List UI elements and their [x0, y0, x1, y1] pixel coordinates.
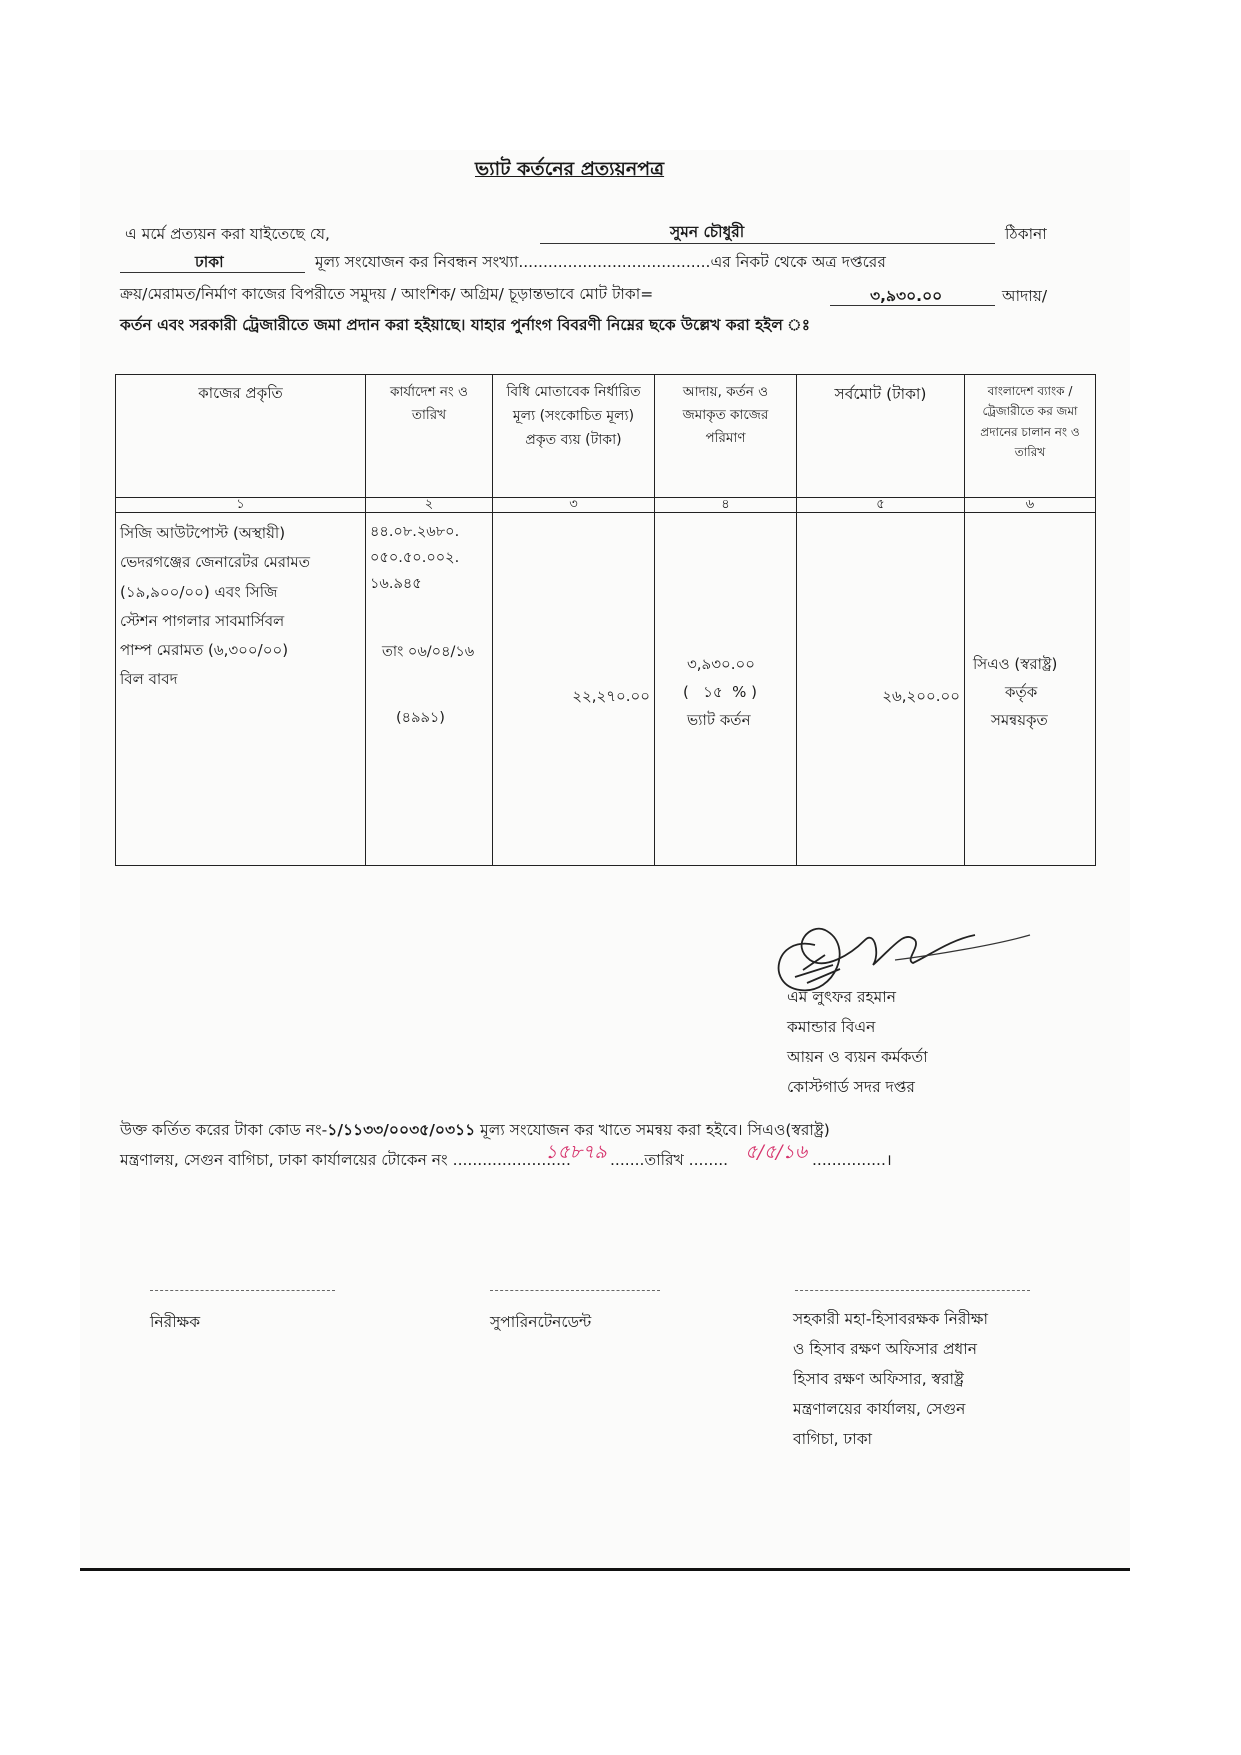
cell-vat	[655, 513, 797, 866]
col-num-2: ২	[366, 498, 493, 513]
col-num-4: ৪	[655, 498, 797, 513]
signatory-name: এম লুৎফর রহমান	[787, 988, 896, 1006]
work-line-3: (১৯,৯০০/০০) এবং সিজি	[120, 582, 278, 601]
officer-line-4: মন্ত্রণালয়ের কার্যালয়, সেগুন	[793, 1400, 966, 1418]
footer-note-line1	[120, 1118, 830, 1144]
order-line-1: ৪৪.০৮.২৬৮০.	[370, 524, 460, 540]
work-line-1: সিজি আউটপোস্ট (অস্থায়ী)	[120, 524, 286, 542]
vat-rate: ( ১৫ % )	[683, 683, 758, 701]
cell-grand-total	[797, 513, 965, 866]
footer-note-suffix: মূল্য সংযোজন কর খাতে সমন্বয় করা হইবে। সিএও(স্বরাষ্ট্র)	[475, 1121, 830, 1139]
footer-note-prefix: উক্ত কর্তিত করের টাকা কোড নং-	[120, 1121, 328, 1139]
work-line-2: ভেদরগঞ্জের জেনারেটর মেরামত	[120, 553, 310, 572]
vendor-name: সুমন চৌধুরী	[670, 223, 745, 241]
officer-line-1: সহকারী মহা-হিসাবরক্ষক নিরীক্ষা	[793, 1310, 988, 1328]
table-row	[116, 513, 1096, 866]
name-underline	[540, 243, 995, 244]
token-number-handwritten: ১৫৮৭৯	[545, 1141, 607, 1163]
table-header-row	[116, 375, 1096, 498]
date-handwritten: ৫/৫/১৬	[745, 1141, 808, 1163]
intro-line3-suffix: আদায়/	[1002, 287, 1048, 305]
token-prefix: মন্ত্রণালয়, সেগুন বাগিচা, ঢাকা কার্যালয়ের টোকেন নং	[120, 1151, 453, 1169]
order-line-2: ০৫০.৫০.০০২.	[370, 550, 460, 567]
header-grand-total: সর্বমোট (টাকা)	[797, 375, 965, 498]
address-label: ঠিকানা	[1005, 225, 1047, 243]
header-collected-amount: আদায়, কর্তন ও জমাকৃত কাজের পরিমাণ	[655, 375, 797, 498]
remarks-line-3: সমন্বয়কৃত	[991, 711, 1048, 729]
address-underline	[120, 272, 305, 273]
vat-amount: ৩,৯৩০.০০	[687, 655, 756, 673]
remarks-line-1: সিএও (স্বরাষ্ট্র)	[973, 655, 1058, 673]
token-dots-a: ........................	[452, 1151, 571, 1169]
signatory-office: কোস্টগার্ড সদর দপ্তর	[787, 1078, 915, 1096]
officer-sign-line	[795, 1290, 1030, 1291]
superintendent-sign-line	[490, 1290, 660, 1291]
document-title: ভ্যাট কর্তনের প্রত্যয়নপত্র	[475, 158, 665, 180]
signatory-rank: কমান্ডার বিএন	[787, 1018, 876, 1036]
officer-line-5: বাগিচা, ঢাকা	[793, 1430, 873, 1448]
vat-table	[115, 374, 1096, 866]
order-line-3: ১৬.৯৪৫	[370, 576, 422, 593]
cell-cost	[493, 513, 655, 866]
column-number-row	[116, 498, 1096, 513]
col-num-6: ৬	[965, 498, 1096, 513]
header-order-no: কার্যাদেশ নং ও তারিখ	[366, 375, 493, 498]
intro-line2: মূল্য সংযোজন কর নিবন্ধন সংখ্যা.......................................এর নিকট থেকে অত্র দপ্তরের	[315, 253, 886, 271]
col-num-1: ১	[116, 498, 366, 513]
cell-remarks	[965, 513, 1096, 866]
intro-line4: কর্তন এবং সরকারী ট্রেজারীতে জমা প্রদান করা হইয়াছে। যাহার পুর্নাংগ বিবরণী নিম্নের ছকে উল্লেখ করা হইল ঃ	[120, 316, 810, 334]
header-treasury-challan: বাংলাদেশ ব্যাংক /ট্রেজারীতে কর জমা প্রদানের চালান নং ও তারিখ	[965, 375, 1096, 498]
officer-line-3: হিসাব রক্ষণ অফিসার, স্বরাষ্ট্র	[793, 1370, 964, 1388]
intro-line3: ক্রয়/মেরামত/নির্মাণ কাজের বিপরীতে সমুদয় / আংশিক/ অগ্রিম/ চূড়ান্তভাবে মোট টাকা=	[120, 285, 654, 303]
grand-total-value: ২৬,২০০.০০	[882, 687, 960, 705]
header-determined-price: বিধি মোতাবেক নির্ধারিত মূল্য (সংকোচিত মূল্য) প্রকৃত ব্যয় (টাকা)	[493, 375, 655, 498]
signatory-role: আয়ন ও ব্যয়ন কর্মকর্তা	[787, 1048, 928, 1066]
remarks-line-2: কর্তৃক	[1005, 683, 1038, 701]
work-line-6: বিল বাবদ	[120, 670, 178, 689]
intro-prefix: এ মর্মে প্রত্যয়ন করা যাইতেছে যে,	[125, 225, 330, 243]
header-work-nature: কাজের প্রকৃতি	[116, 375, 366, 498]
work-line-4: স্টেশন পাগলার সাবমার্সিবল	[120, 611, 285, 630]
total-amount: ৩,৯৩০.০০	[870, 287, 943, 305]
cell-work-description	[116, 513, 366, 866]
address-value: ঢাকা	[195, 253, 224, 271]
inspector-sign-line	[150, 1290, 335, 1291]
vat-label: ভ্যাট কর্তন	[687, 711, 751, 729]
inspector-label: নিরীক্ষক	[150, 1313, 201, 1331]
date-dots: ...............।	[812, 1151, 892, 1169]
col-num-5: ৫	[797, 498, 965, 513]
order-ref: (৪৯৯১)	[396, 710, 445, 727]
page-bottom-rule	[80, 1568, 1130, 1571]
total-underline	[830, 305, 995, 306]
superintendent-label: সুপারিনটেনডেন্ট	[490, 1313, 592, 1331]
footer-note-line2	[120, 1148, 571, 1174]
code-number: ১/১১৩৩/০০৩৫/০৩১১	[327, 1121, 476, 1139]
order-date: তাং ০৬/০৪/১৬	[382, 644, 475, 661]
officer-block	[793, 1304, 988, 1454]
officer-line-2: ও হিসাব রক্ষণ অফিসার প্রধান	[793, 1340, 977, 1358]
cost-value: ২২,২৭০.০০	[572, 687, 650, 705]
token-dots-b: .......তারিখ ........	[610, 1151, 729, 1169]
cell-order-no	[366, 513, 493, 866]
work-line-5: পাম্প মেরামত (৬,৩০০/০০)	[120, 641, 289, 659]
col-num-3: ৩	[493, 498, 655, 513]
